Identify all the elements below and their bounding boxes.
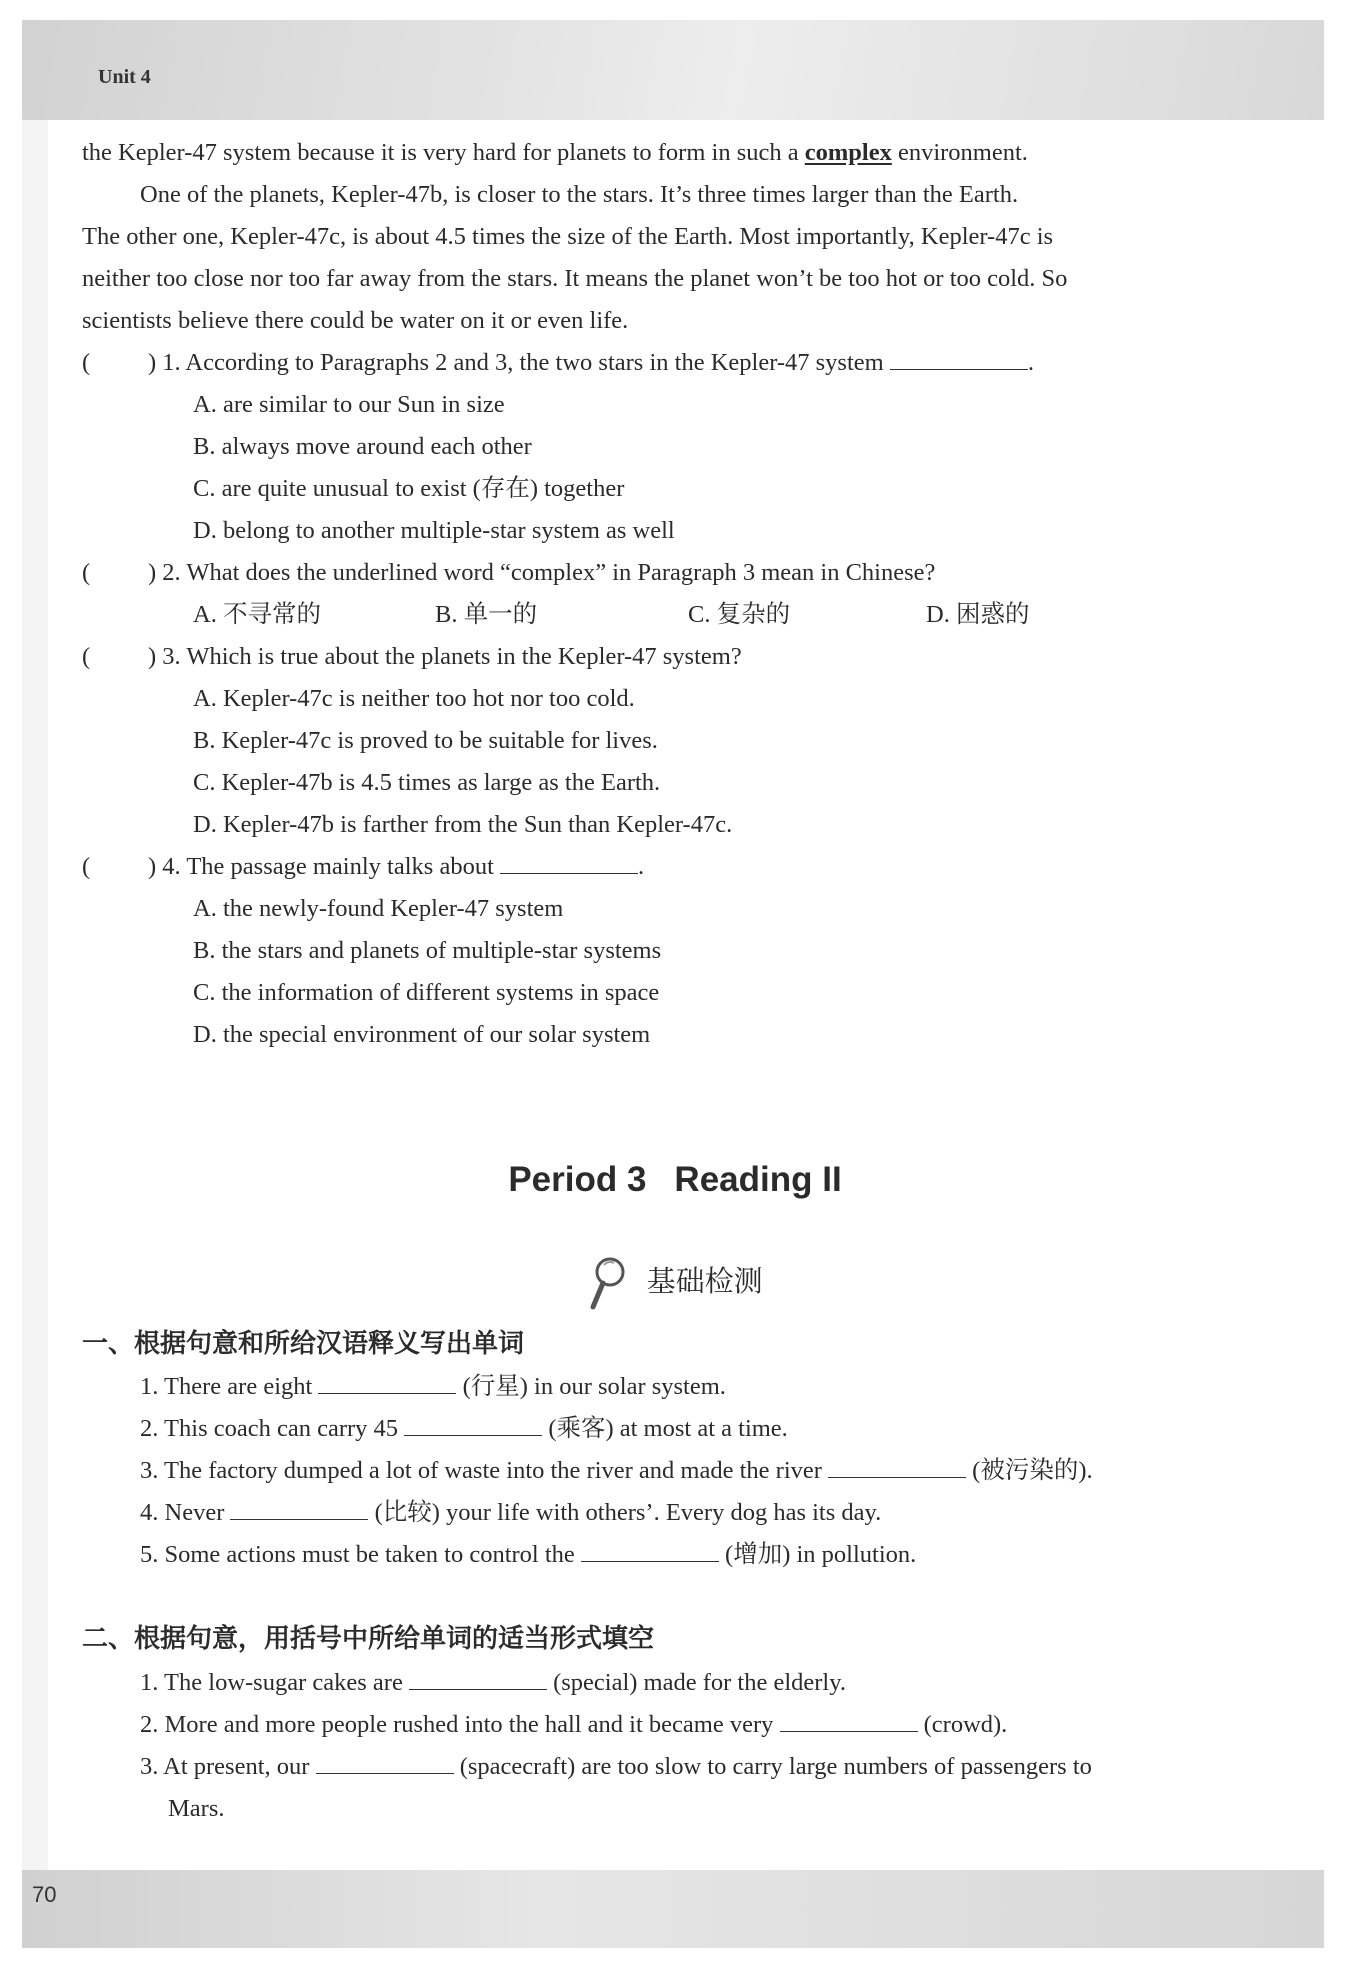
- option[interactable]: B. always move around each other: [193, 433, 532, 460]
- answer-blank[interactable]: [500, 847, 638, 874]
- passage-line: neither too close nor too far away from the stars. It means the planet won’t be too hot or too cold. So: [82, 265, 1068, 292]
- passage-line: One of the planets, Kepler-47b, is closer to the stars. It’s three times larger than the Earth.: [140, 181, 1019, 208]
- magnifier-icon: [587, 1264, 646, 1298]
- answer-blank[interactable]: [581, 1535, 719, 1562]
- option[interactable]: A. Kepler-47c is neither too hot nor too cold.: [193, 685, 635, 712]
- option[interactable]: B. Kepler-47c is proved to be suitable for lives.: [193, 727, 658, 754]
- exercise-item: 1. There are eight (行星) in our solar system.: [140, 1366, 726, 1408]
- exercise-item-continuation: Mars.: [168, 1795, 225, 1822]
- option[interactable]: C. Kepler-47b is 4.5 times as large as the Earth.: [193, 769, 661, 796]
- answer-blank[interactable]: [890, 343, 1028, 370]
- exercise-item: 2. More and more people rushed into the hall and it became very (crowd).: [140, 1704, 1007, 1746]
- question-text: ) 3. Which is true about the planets in the Kepler-47 system?: [148, 643, 742, 670]
- question-text: ) 2. What does the underlined word “complex” in Paragraph 3 mean in Chinese?: [148, 559, 936, 586]
- exercise-item: 4. Never (比较) your life with others’. Every dog has its day.: [140, 1492, 881, 1534]
- question-text: ) 4. The passage mainly talks about: [148, 853, 494, 880]
- option[interactable]: B. the stars and planets of multiple-star systems: [193, 937, 662, 964]
- period-name: Reading II: [674, 1160, 842, 1199]
- passage-line: The other one, Kepler-47c, is about 4.5 times the size of the Earth. Most importantly, Kepler-47c is: [82, 223, 1054, 250]
- header-band: [22, 20, 1324, 120]
- exercise-item: 2. This coach can carry 45 (乘客) at most at a time.: [140, 1408, 788, 1450]
- answer-blank[interactable]: [404, 1409, 542, 1436]
- exercise-item: 3. The factory dumped a lot of waste into the river and made the river (被污染的).: [140, 1450, 1093, 1492]
- option[interactable]: C. 复杂的: [688, 601, 791, 628]
- answer-blank[interactable]: [828, 1451, 966, 1478]
- underlined-word: complex: [804, 139, 892, 166]
- option[interactable]: D. the special environment of our solar system: [193, 1021, 651, 1048]
- answer-paren[interactable]: (: [82, 853, 91, 880]
- exercise-item: 5. Some actions must be taken to control the (增加) in pollution.: [140, 1534, 916, 1576]
- option[interactable]: C. are quite unusual to exist (存在) together: [193, 475, 625, 502]
- question-punct: .: [1027, 349, 1034, 376]
- answer-blank[interactable]: [780, 1705, 918, 1732]
- answer-paren[interactable]: (: [82, 559, 91, 586]
- passage-line: [82, 132, 1232, 174]
- answer-blank[interactable]: [318, 1367, 456, 1394]
- period-title: [0, 1160, 1350, 1200]
- option[interactable]: A. the newly-found Kepler-47 system: [193, 895, 564, 922]
- answer-blank[interactable]: [409, 1663, 547, 1690]
- question-punct: .: [638, 853, 645, 880]
- answer-blank[interactable]: [316, 1747, 454, 1774]
- part2-heading: 二、根据句意，用括号中所给单词的适当形式填空: [82, 1624, 655, 1654]
- exercise-item: 3. At present, our (spacecraft) are too slow to carry large numbers of passengers to: [140, 1746, 1092, 1788]
- option[interactable]: A. are similar to our Sun in size: [193, 391, 505, 418]
- section-title: [0, 1255, 1350, 1311]
- unit-label: Unit 4: [98, 66, 151, 88]
- passage-line: scientists believe there could be water on it or even life.: [82, 307, 629, 334]
- period-number: Period 3: [508, 1160, 647, 1199]
- passage-text: environment.: [891, 139, 1028, 166]
- answer-paren[interactable]: (: [82, 643, 91, 670]
- section-title-text: 基础检测: [646, 1264, 763, 1298]
- exercise-item: 1. The low-sugar cakes are (special) made for the elderly.: [140, 1662, 846, 1704]
- option[interactable]: A. 不寻常的: [193, 601, 321, 628]
- answer-blank[interactable]: [230, 1493, 368, 1520]
- option[interactable]: C. the information of different systems in space: [193, 979, 660, 1006]
- answer-paren[interactable]: (: [82, 349, 91, 376]
- page-number: 70: [32, 1882, 57, 1907]
- question-text: ) 1. According to Paragraphs 2 and 3, the two stars in the Kepler-47 system: [148, 349, 884, 376]
- option[interactable]: D. Kepler-47b is farther from the Sun than Kepler-47c.: [193, 811, 733, 838]
- option[interactable]: D. 困惑的: [926, 601, 1030, 628]
- option[interactable]: B. 单一的: [435, 601, 538, 628]
- footer-band: [22, 1870, 1324, 1948]
- option[interactable]: D. belong to another multiple-star system as well: [193, 517, 675, 544]
- part1-heading: 一、根据句意和所给汉语释义写出单词: [82, 1329, 525, 1359]
- passage-text: the Kepler-47 system because it is very hard for planets to form in such a: [82, 139, 805, 166]
